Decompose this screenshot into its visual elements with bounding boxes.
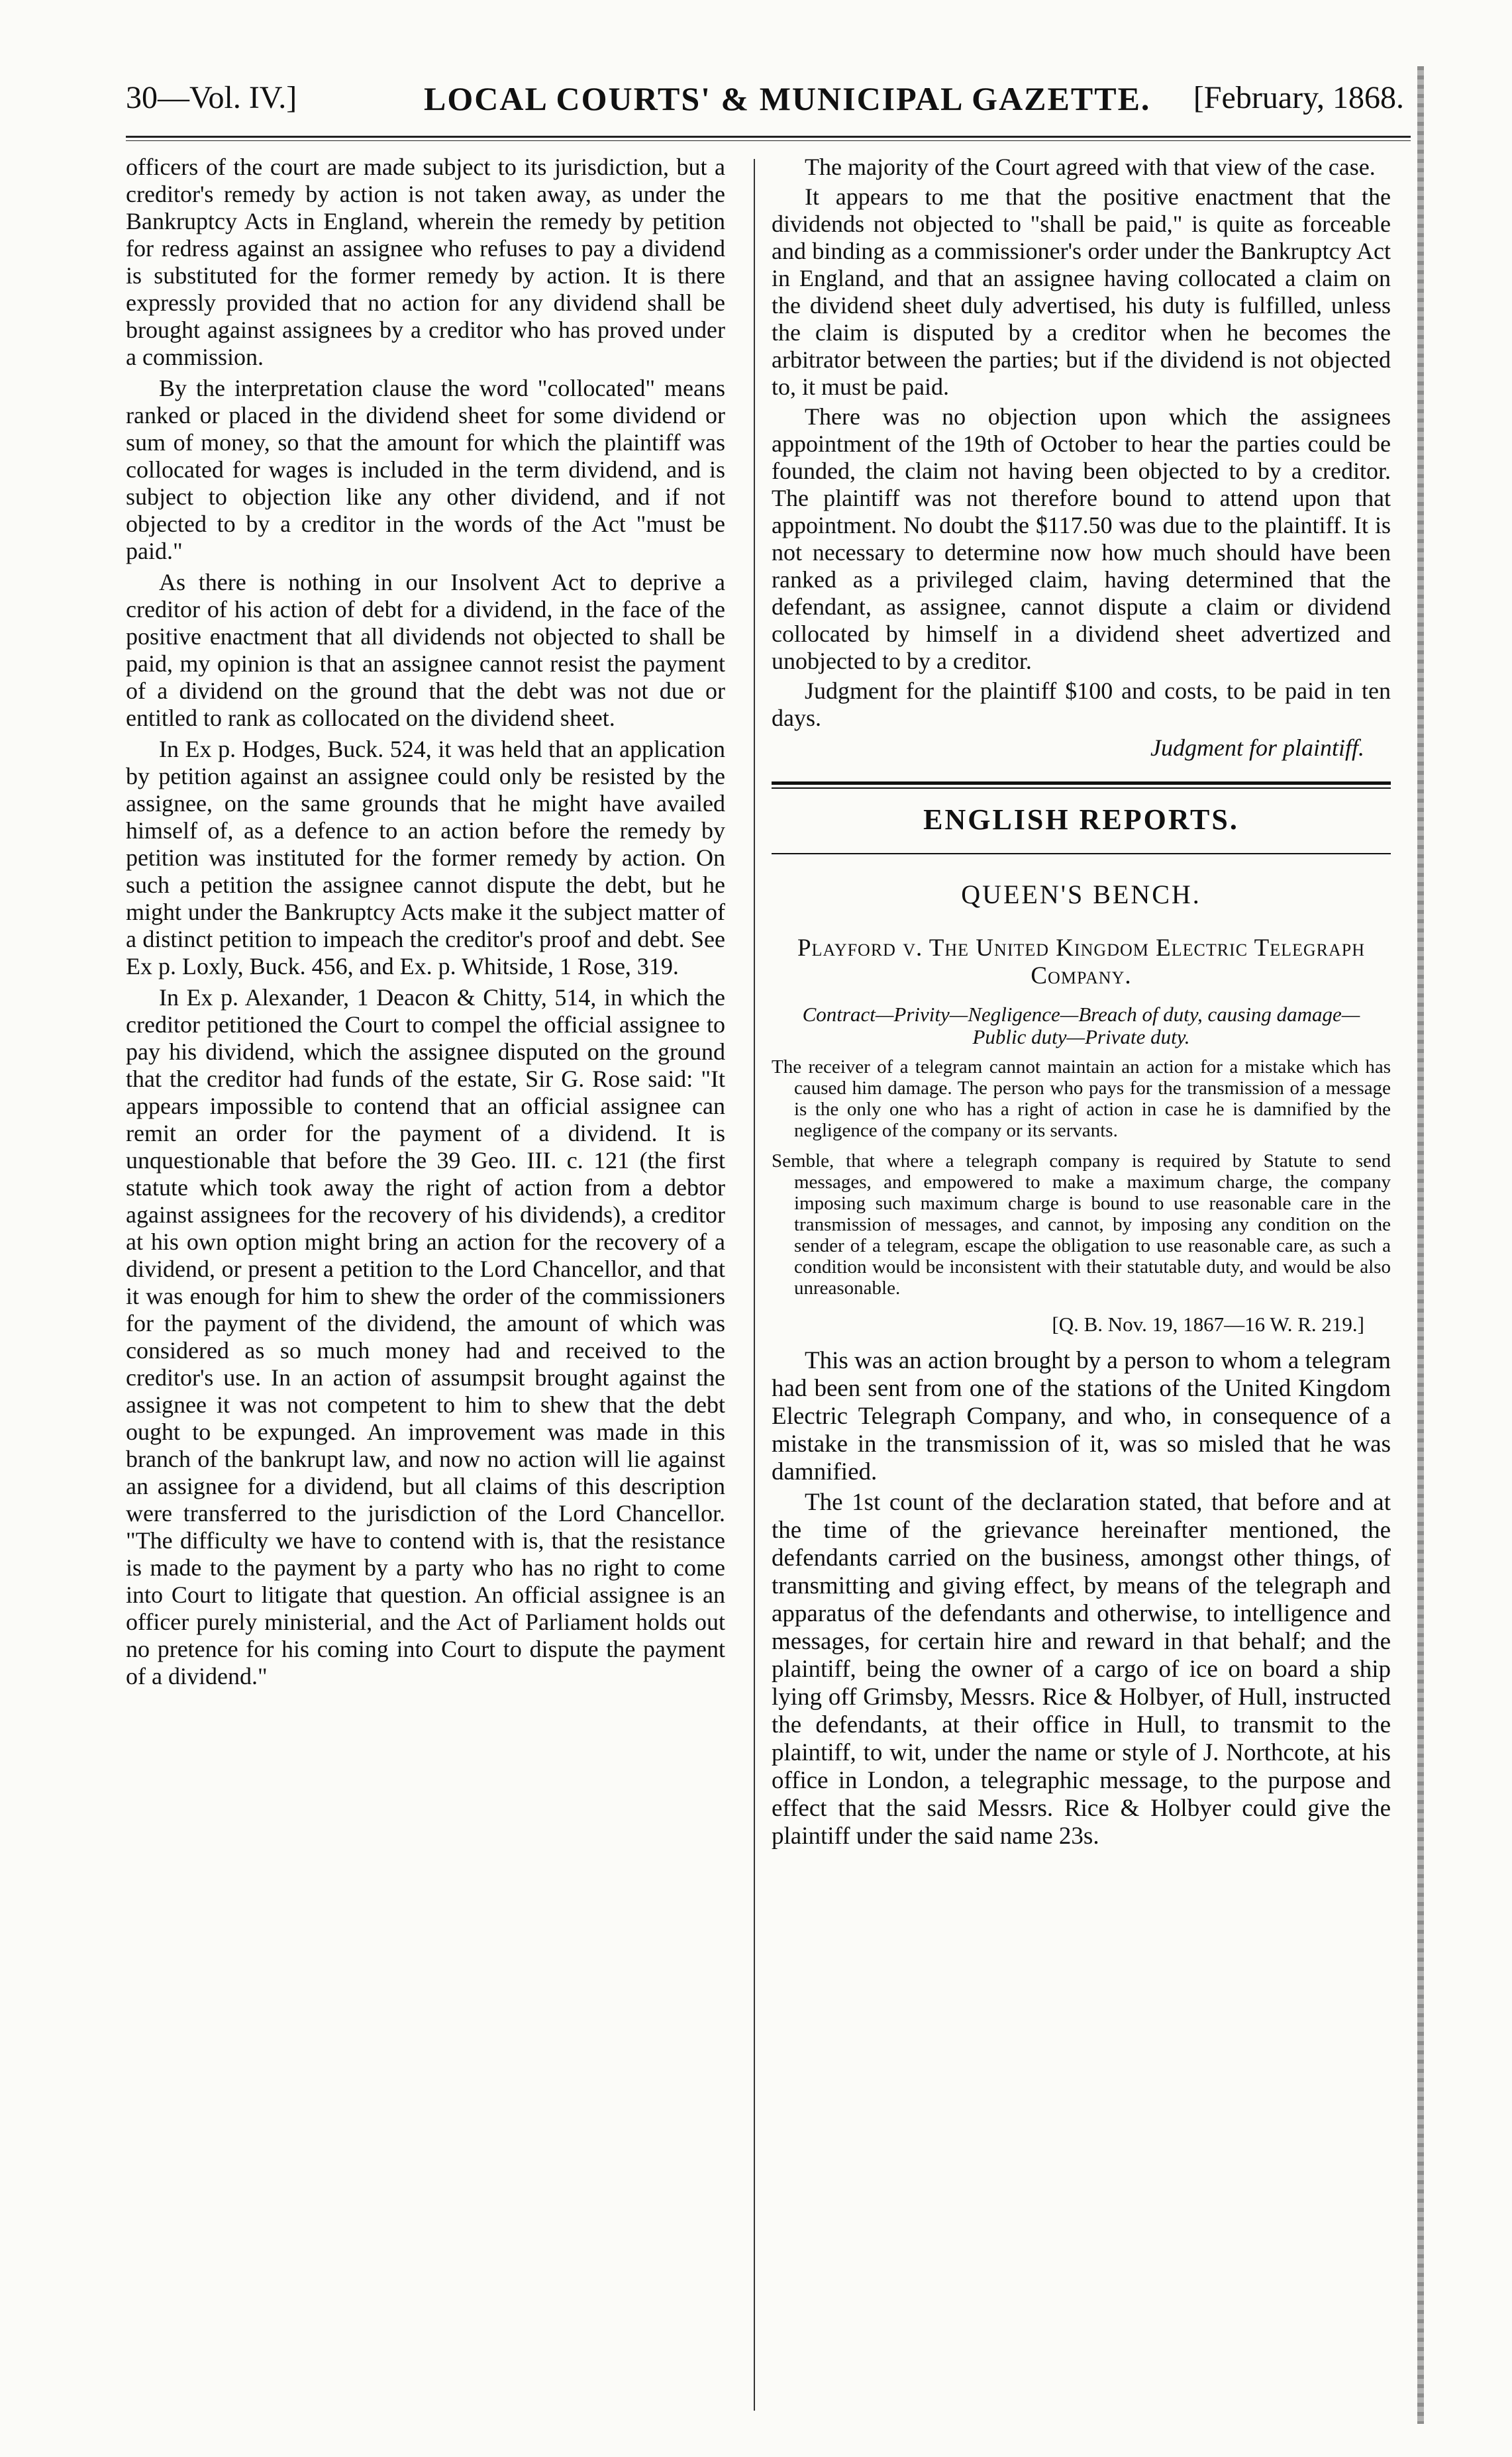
paragraph: Judgment for the plaintiff $100 and costs, to be paid in ten days. [772,677,1391,731]
issue-date: [February, 1868. [1193,80,1404,115]
section-title: ENGLISH REPORTS. [923,803,1239,836]
paragraph: As there is nothing in our Insolvent Act to deprive a creditor of his action of debt for a dividend, in the face of the positive enactment that all dividends not objected to shall be paid, my opinion is that an assignee cannot resist the payment of a dividend on the ground that the debt was not due or entitled to rank as collocated on the dividend sheet. [126,569,725,731]
case-keywords: Contract—Privity—Negligence—Breach of duty, causing damage—Public duty—Private duty. [802,1003,1360,1048]
court-name: QUEEN'S BENCH. [961,879,1201,909]
paragraph: The majority of the Court agreed with that view of the case. [805,154,1376,180]
header-rule-thin [126,140,1411,141]
paragraph: In Ex p. Alexander, 1 Deacon & Chitty, 514, in which the creditor petitioned the Court to compel the official assignee to pay his dividend, which the assignee disputed on the ground that the creditor had funds of the estate, Sir G. Rose said: "It appears impossible to contend that an official assignee can remit an order for the payment of a dividend. It is unquestionable that before the 39 Geo. III. c. 121 (the first statute which took away the right of action from a debtor against assignees for the recovery of his dividends), a creditor at his own option might bring an action for the recovery of a dividend, or present a petition to the Lord Chancellor, and that it was enough for him to shew the order of the commissioners for the payment of the dividend, the amount of which was considered as so much money had and received to the creditor's use. In an action of assumpsit brought against the assignee it was not competent to him to shew that the debt ought to be expunged. An improvement was made in this branch of the bankrupt law, and now no action will lie against an assignee for a dividend, but all claims of this description were transferred to the jurisdiction of the Lord Chancellor. "The difficulty we have to contend with is, that the resistance is made to the payment by a party who has no right to come into Court to litigate that question. An official assignee is an officer purely ministerial, and the Act of Parliament holds out no pretence for his coming into Court to dispute the payment of a dividend." [126,984,725,1689]
judgment-line: Judgment for plaintiff. [1150,734,1364,761]
headnote: Semble, that where a telegraph company is required by Statute to send messages, and empowered to make a maximum charge, the company imposing such maximum charge is bound to use reasonable care in the transmission of messages, and cannot, by imposing any condition on the sender of a telegram, escape the obligation to use reasonable care, as such a condition would be inconsistent with their statutable duty, and would be also unreasonable. [772,1150,1391,1299]
paragraph: The 1st count of the declaration stated, that before and at the time of the grievance hereinafter mentioned, the defendants carried on the business, amongst other things, of transmitting and giving effect, by means of the telegraph and apparatus of the defendants and otherwise, to intelligence and messages, for certain hire and reward in that behalf; and the plaintiff, being the owner of a cargo of ice on board a ship lying off Grimsby, Messrs. Rice & Holbyer, of Hull, instructed the defendants, at their office in Hull, to transmit to the plaintiff, to wit, under the name or style of J. Northcote, at his office in London, a telegraphic message, to the purpose and effect that the said Messrs. Rice & Holbyer could give the plaintiff under the said name 23s. [772,1489,1391,1850]
left-column [126,154,725,1694]
page-header [126,73,1404,132]
paragraph: In Ex p. Hodges, Buck. 524, it was held that an application by petition against an assignee could only be resisted by the assignee, on the same grounds that he might have availed himself of, as a defence to an action before the remedy by petition was instituted for the former remedy by action. On such a petition the assignee cannot dispute the debt, but he might under the Bankruptcy Acts make it the subject matter of a distinct petition to impeach the creditor's proof and debt. See Ex p. Loxly, Buck. 456, and Ex. p. Whitside, 1 Rose, 319. [126,736,725,979]
volume-label: 30—Vol. IV.] [126,80,297,115]
paragraph: It appears to me that the positive enactment that the dividends not objected to "shall be paid," is quite as forceable and binding as a commissioner's order under the Bankruptcy Act in England, and that an assignee having collocated a claim on the dividend sheet duly advertised, his duty is fulfilled, unless the claim is disputed by a creditor when he becomes the arbitrator between the parties; but if the dividend is not objected to, it must be paid. [772,183,1391,400]
section-rule-thin [772,787,1391,789]
headnote: The receiver of a telegram cannot maintain an action for a mistake which has caused him damage. The person who pays for the transmission of a message is the only one who has a right of action in case he is damnified by the negligence of the company or its servants. [772,1056,1391,1141]
section-rule [772,853,1391,854]
binding-edge [1417,66,1424,2424]
paragraph: By the interpretation clause the word "collocated" means ranked or placed in the dividend sheet for some dividend or sum of money, so that the amount for which the plaintiff was collocated for wages is included in the term dividend, and is subject to objection like any other dividend, and if not objected to by a creditor in the words of the Act "must be paid." [126,375,725,564]
header-rule [126,136,1411,138]
case-title: Playford v. The United Kingdom Electric Telegraph Company. [797,934,1366,989]
right-column [772,154,1391,1853]
section-rule-thick [772,781,1391,785]
column-divider [754,159,755,2411]
paragraph: officers of the court are made subject to its jurisdiction, but a creditor's remedy by action is not taken away, as under the Bankruptcy Acts in England, wherein the remedy by petition for redress against an assignee who refuses to pay a dividend is substituted for the former remedy by action. It is there expressly provided that no action for any dividend shall be brought against assignees by a creditor who has proved under a commission. [126,154,725,370]
case-citation: [Q. B. Nov. 19, 1867—16 W. R. 219.] [1052,1313,1364,1336]
paragraph: There was no objection upon which the assignees appointment of the 19th of October to hear the parties could be founded, the claim not having been objected to by a creditor. The plaintiff was not therefore bound to attend upon that appointment. No doubt the $117.50 was due to the plaintiff. It is not necessary to determine now how much should have been ranked as a privileged claim, having determined that the defendant, as assignee, cannot dispute a claim or dividend collocated by himself in a dividend sheet advertized and unobjected to by a creditor. [772,403,1391,674]
paragraph: This was an action brought by a person to whom a telegram had been sent from one of the stations of the United Kingdom Electric Telegraph Company, and who, in consequence of a mistake in the transmission of it, was so misled that he was damnified. [772,1347,1391,1485]
publication-title: LOCAL COURTS' & MUNICIPAL GAZETTE. [424,80,1151,117]
